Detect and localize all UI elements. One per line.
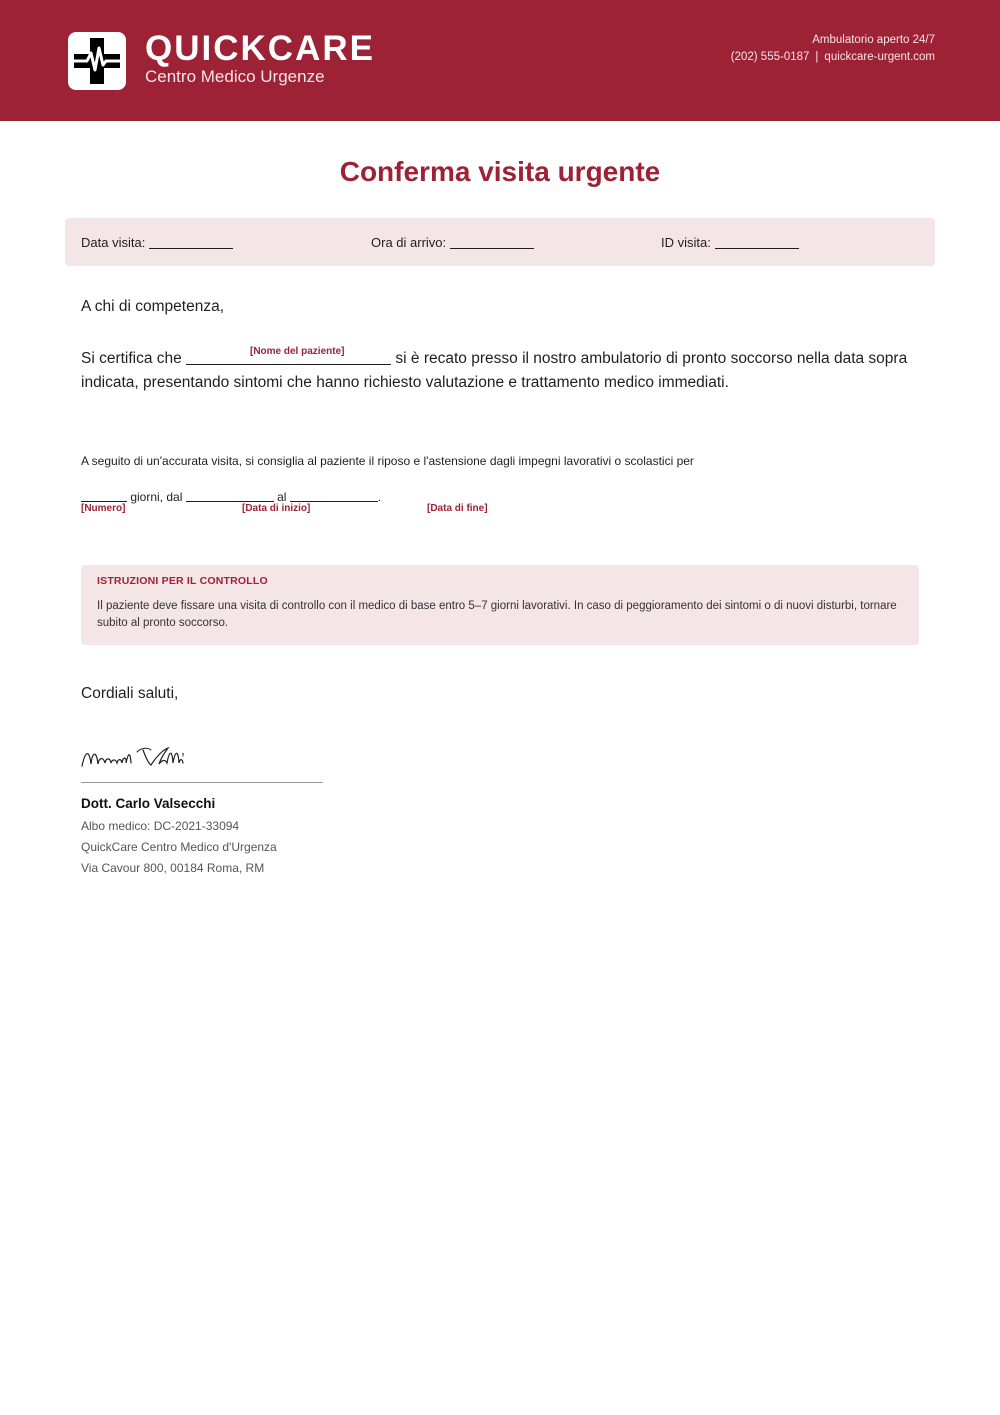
start-date-blank[interactable] bbox=[186, 501, 274, 502]
arrival-time-blank[interactable] bbox=[450, 248, 534, 249]
rest-period-line bbox=[81, 490, 381, 504]
certification-paragraph bbox=[81, 347, 926, 395]
clinic-address: Via Cavour 800, 00184 Roma, RM bbox=[81, 861, 265, 875]
brand-name: QUICKCARE bbox=[145, 29, 375, 68]
visit-date-blank[interactable] bbox=[149, 248, 233, 249]
contact-line bbox=[731, 51, 935, 63]
website-link[interactable]: quickcare-urgent.com bbox=[824, 51, 935, 63]
arrival-time-field bbox=[371, 235, 534, 250]
logo bbox=[68, 32, 126, 90]
phone-number[interactable]: (202) 555-0187 bbox=[730, 51, 810, 63]
clinic-name: QuickCare Centro Medico d'Urgenza bbox=[81, 840, 277, 854]
visit-id-blank[interactable] bbox=[715, 248, 799, 249]
instructions-body: Il paziente deve fissare una visita di controllo con il medico di base entro 5–7 giorni lavorativi. In caso di peggioramento dei sintomi o di nuovi disturbi, tornare subito al pronto soccorso. bbox=[97, 600, 897, 629]
doctor-name: Dott. Carlo Valsecchi bbox=[81, 796, 216, 811]
signature-line bbox=[81, 782, 323, 783]
days-number-blank[interactable] bbox=[81, 501, 127, 502]
brand-subtitle: Centro Medico Urgenze bbox=[145, 67, 325, 86]
closing: Cordiali saluti, bbox=[81, 685, 179, 702]
visit-date-label: Data visita: bbox=[81, 235, 146, 250]
visit-info-band bbox=[65, 218, 935, 266]
visit-id-field bbox=[661, 235, 799, 250]
end-date-placeholder: [Data di fine] bbox=[427, 503, 488, 514]
greeting: A chi di competenza, bbox=[81, 298, 225, 315]
to-text: al bbox=[277, 490, 287, 504]
advice-text: A seguito di un'accurata visita, si consiglia al paziente il riposo e l'astensione dagli impegni lavorativi o scolastici per bbox=[81, 454, 694, 468]
patient-name-blank[interactable] bbox=[186, 364, 391, 365]
cert-rest: si è recato presso il nostro ambulatorio di pronto soccorso nella data sopra indicata, presentando sintomi che hanno richiesto valutazione e trattamento medico immediati. bbox=[81, 350, 908, 391]
document-title: Conferma visita urgente bbox=[339, 156, 661, 187]
visit-date-field bbox=[81, 235, 233, 250]
visit-id-label: ID visita: bbox=[661, 235, 711, 250]
instructions-title: ISTRUZIONI PER IL CONTROLLO bbox=[97, 575, 268, 587]
medical-cross-heartbeat-icon bbox=[68, 32, 126, 90]
cert-prefix: Si certifica che bbox=[81, 350, 182, 367]
handwritten-signature bbox=[79, 742, 209, 776]
end-date-blank[interactable] bbox=[290, 501, 378, 502]
doctor-registry: Albo medico: DC-2021-33094 bbox=[81, 819, 240, 833]
start-date-placeholder: [Data di inizio] bbox=[242, 503, 311, 514]
patient-name-placeholder: [Nome del paziente] bbox=[250, 346, 345, 357]
contact-separator: | bbox=[815, 51, 819, 63]
end-period: . bbox=[377, 490, 382, 504]
open-hours: Ambulatorio aperto 24/7 bbox=[812, 34, 935, 46]
days-text: giorni, dal bbox=[130, 490, 183, 504]
page-header bbox=[0, 0, 1000, 121]
number-placeholder: [Numero] bbox=[81, 503, 126, 514]
arrival-time-label: Ora di arrivo: bbox=[371, 235, 447, 250]
followup-instructions-box bbox=[81, 565, 919, 645]
